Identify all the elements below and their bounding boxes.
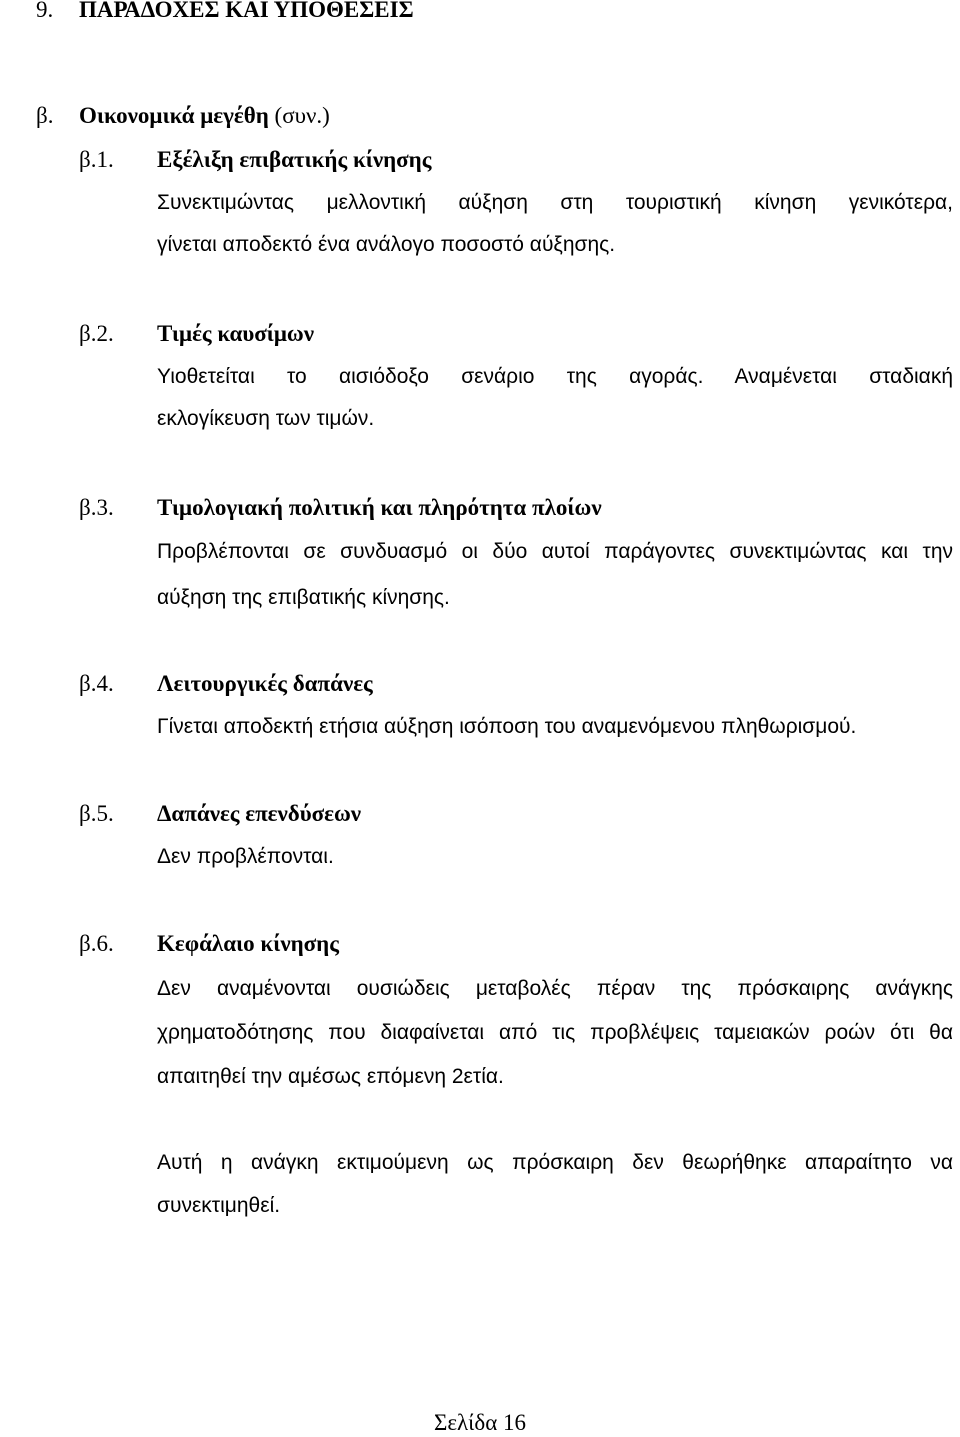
- subsection-title: Δαπάνες επενδύσεων: [157, 801, 362, 826]
- chapter-title: ΠΑΡΑΔΟΧΕΣ ΚΑΙ ΥΠΟΘΕΣΕΙΣ: [79, 0, 414, 22]
- page-number: Σελίδα 16: [433, 1410, 527, 1435]
- subsection-number: β.5.: [79, 801, 114, 826]
- chapter-number: 9.: [36, 0, 54, 22]
- paragraph-line: Δεν προβλέπονται.: [157, 845, 334, 868]
- paragraph-line: συνεκτιμηθεί.: [157, 1194, 281, 1217]
- section-title-bold: Οικονομικά μεγέθη: [79, 103, 269, 128]
- subsection-number: β.2.: [79, 321, 114, 346]
- subsection-title: Τιμολογιακή πολιτική και πληρότητα πλοίων: [157, 495, 602, 520]
- section-title: [79, 102, 330, 130]
- paragraph-line: Δεν αναμένονται ουσιώδεις μεταβολές πέραν της πρόσκαιρης ανάγκης: [157, 977, 953, 1000]
- paragraph-line: χρηματοδότησης που διαφαίνεται από τις προβλέψεις ταμειακών ροών ότι θα: [157, 1021, 953, 1044]
- paragraph-line: γίνεται αποδεκτό ένα ανάλογο ποσοστό αύξησης.: [157, 233, 616, 256]
- paragraph-line: Αυτή η ανάγκη εκτιμούμενη ως πρόσκαιρη δεν θεωρήθηκε απαραίτητο να: [157, 1151, 953, 1174]
- subsection-number: β.6.: [79, 931, 114, 956]
- paragraph-line: Υιοθετείται το αισιόδοξο σενάριο της αγοράς. Αναμένεται σταδιακή: [157, 365, 953, 388]
- subsection-title: Εξέλιξη επιβατικής κίνησης: [157, 147, 432, 172]
- section-title-suffix: (συν.): [268, 103, 330, 128]
- paragraph-line: αύξηση της επιβατικής κίνησης.: [157, 586, 450, 609]
- subsection-number: β.3.: [79, 495, 114, 520]
- paragraph-line: Γίνεται αποδεκτή ετήσια αύξηση ισόποση του αναμενόμενου πληθωρισμού.: [157, 715, 857, 738]
- paragraph-line: Προβλέπονται σε συνδυασμό οι δύο αυτοί παράγοντες συνεκτιμώντας και την: [157, 540, 953, 563]
- subsection-number: β.4.: [79, 671, 114, 696]
- paragraph-line: Συνεκτιμώντας μελλοντική αύξηση στη τουριστική κίνηση γενικότερα,: [157, 191, 953, 214]
- paragraph-line: εκλογίκευση των τιμών.: [157, 407, 375, 430]
- subsection-title: Τιμές καυσίμων: [157, 321, 315, 346]
- section-letter: β.: [36, 103, 54, 128]
- paragraph-line: απαιτηθεί την αμέσως επόμενη 2ετία.: [157, 1065, 504, 1088]
- subsection-number: β.1.: [79, 147, 114, 172]
- subsection-title: Λειτουργικές δαπάνες: [157, 671, 373, 696]
- subsection-title: Κεφάλαιο κίνησης: [157, 931, 339, 956]
